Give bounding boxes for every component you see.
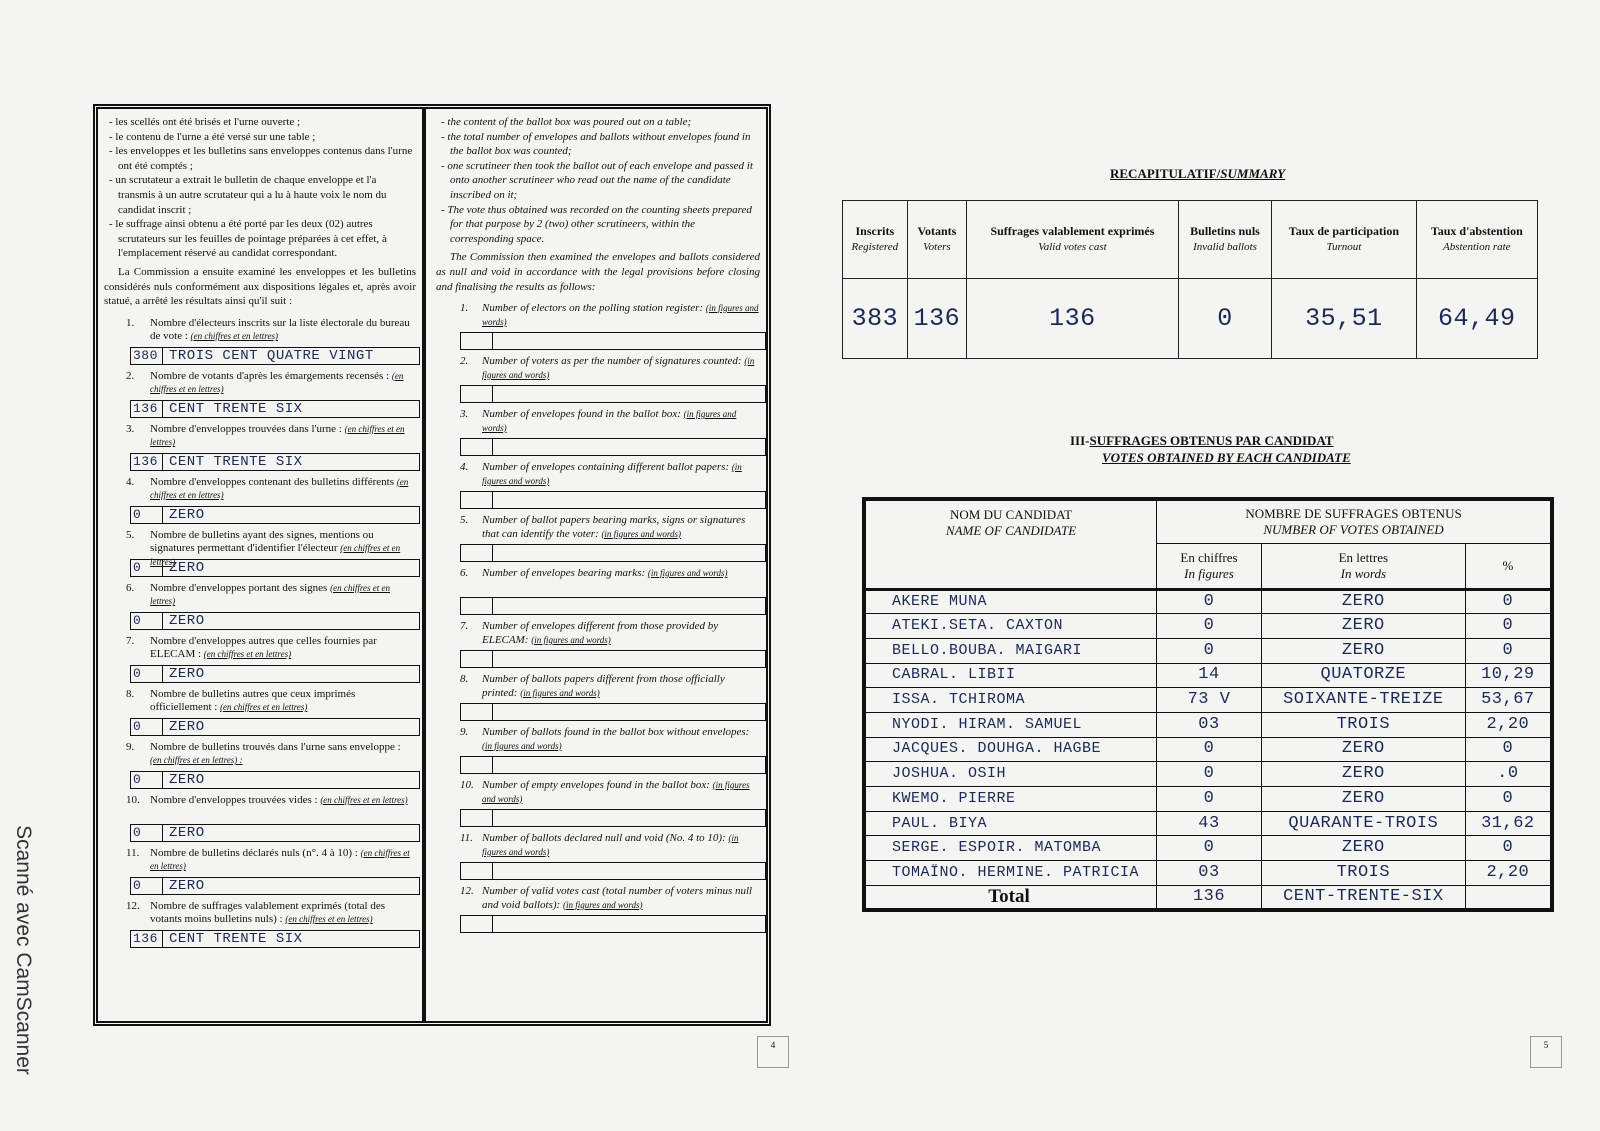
item-question-note: (en chiffres et en lettres)	[150, 582, 390, 607]
item-question-text: Nombre d'enveloppes contenant des bulletins différents	[150, 475, 395, 488]
candidate-row	[864, 787, 1552, 812]
col-percent-header: %	[1465, 543, 1552, 589]
form-item	[436, 514, 760, 567]
procedure-bullet: - one scrutineer then took the ballot out of each envelope and passed it onto another scrutineer who read out the name of the candidate inscribed on it;	[436, 159, 760, 203]
item-question-text: Number of electors on the polling station register:	[482, 302, 704, 315]
votes-section-title: III-SUFFRAGES OBTENUS PAR CANDIDAT VOTES OBTAINED BY EACH CANDIDATE	[1070, 433, 1351, 465]
summary-value: 383	[843, 279, 908, 359]
answer-words: ZERO	[169, 877, 205, 894]
answer-words: ZERO	[169, 506, 205, 523]
item-question-text: Nombre d'enveloppes portant des signes	[150, 581, 328, 594]
candidate-votes-words: ZERO	[1261, 737, 1465, 762]
answer-figure	[461, 651, 493, 667]
answer-figure	[461, 598, 493, 614]
item-question-note: (in figures and words)	[601, 528, 682, 539]
answer-box[interactable]	[130, 400, 420, 418]
candidate-votes-percent: 0	[1465, 737, 1552, 762]
candidate-votes-percent: 31,62	[1465, 811, 1552, 836]
item-question-text: Number of ballot papers bearing marks, signs or signatures that can identify the voter:	[482, 514, 746, 540]
total-words: CENT-TRENTE-SIX	[1261, 885, 1465, 910]
candidate-votes-words: TROIS	[1261, 712, 1465, 737]
candidate-votes-words: ZERO	[1261, 589, 1465, 614]
candidate-votes-percent: 0	[1465, 589, 1552, 614]
answer-words: CENT TRENTE SIX	[169, 453, 303, 470]
item-question-text: Number of ballots declared null and void (No. 4 to 10):	[482, 832, 726, 845]
item-number: 10.	[126, 793, 140, 806]
answer-words: TROIS CENT QUATRE VINGT	[169, 347, 374, 364]
item-number: 11.	[460, 832, 473, 845]
item-number: 7.	[460, 620, 469, 633]
col-words-header: En lettres In words	[1261, 543, 1465, 589]
item-question	[482, 461, 762, 488]
answer-figure: 136	[131, 454, 163, 470]
item-number: 10.	[460, 779, 474, 792]
item-question	[482, 514, 762, 541]
candidate-votes-percent: 0	[1465, 638, 1552, 663]
form-item	[436, 885, 760, 938]
answer-box[interactable]	[460, 809, 766, 827]
form-item	[104, 529, 416, 582]
item-question-note: (en chiffres et en lettres)	[150, 847, 410, 872]
candidate-votes-figure: 14	[1157, 663, 1262, 688]
summary-value: 136	[967, 279, 1179, 359]
item-number: 9.	[460, 726, 469, 739]
item-question-note: (en chiffres et en lettres)	[150, 423, 405, 448]
item-question	[150, 582, 414, 609]
answer-figure	[461, 333, 493, 349]
form-item	[104, 794, 416, 847]
item-question	[482, 673, 762, 700]
summary-value: 0	[1178, 279, 1272, 359]
fr-procedure-list	[104, 115, 416, 261]
item-number: 5.	[460, 514, 469, 527]
item-question	[482, 567, 762, 581]
candidate-votes-words: ZERO	[1261, 614, 1465, 639]
procedure-bullet: - The vote thus obtained was recorded on the counting sheets prepared for that purpose by 2 (two) other scrutineers, within the corresponding space.	[436, 203, 760, 247]
answer-box[interactable]	[460, 544, 766, 562]
total-label: Total	[864, 885, 1157, 910]
col-figures-header: En chiffres In figures	[1157, 543, 1262, 589]
candidate-votes-words: SOIXANTE-TREIZE	[1261, 688, 1465, 713]
candidate-name: TOMAÏNO. HERMINE. PATRICIA	[864, 861, 1157, 886]
item-question-text: Nombre d'enveloppes autres que celles fournies par ELECAM :	[150, 634, 377, 661]
candidate-votes-words: TROIS	[1261, 861, 1465, 886]
form-item	[436, 567, 760, 620]
procedure-bullet: - le suffrage ainsi obtenu a été porté par les deux (02) autres scrutateurs sur les feuilles de pointage préparées à cet effet, à l'emplacement réservé au candidat correspondant.	[104, 217, 416, 261]
answer-box[interactable]	[460, 385, 766, 403]
item-question-text: Nombre de votants d'après les émargements recensés :	[150, 369, 390, 382]
answer-words: ZERO	[169, 665, 205, 682]
camscanner-watermark: Scanné avec CamScanner	[12, 825, 35, 1075]
summary-header-en: Voters	[923, 241, 951, 253]
item-question-note: (in figures and words)	[482, 409, 737, 433]
candidate-votes-percent: 0	[1465, 836, 1552, 861]
answer-box[interactable]	[130, 824, 420, 842]
item-question-note: (in figures and words)	[647, 568, 728, 579]
answer-figure: 0	[131, 719, 163, 735]
answer-figure	[461, 810, 493, 826]
answer-words: ZERO	[169, 824, 205, 841]
answer-figure	[461, 863, 493, 879]
item-question-note: (en chiffres et en lettres)	[220, 702, 308, 713]
candidate-votes-figure: 03	[1157, 861, 1262, 886]
fr-items-list	[104, 317, 416, 953]
candidate-votes-figure: 73 V	[1157, 688, 1262, 713]
summary-header-fr: Bulletins nuls	[1190, 224, 1260, 238]
item-question	[150, 423, 414, 450]
item-number: 2.	[126, 369, 135, 382]
answer-box[interactable]	[130, 347, 420, 365]
candidate-votes-words: QUATORZE	[1261, 663, 1465, 688]
item-question-note: (en chiffres et en lettres)	[190, 331, 278, 342]
procedure-bullet: - les scellés ont été brisés et l'urne ouverte ;	[104, 115, 416, 130]
candidate-row	[864, 811, 1552, 836]
form-item	[104, 847, 416, 900]
candidate-name: BELLO.BOUBA. MAIGARI	[864, 638, 1157, 663]
answer-figure	[461, 757, 493, 773]
item-question	[482, 885, 762, 912]
answer-figure	[461, 492, 493, 508]
summary-header-cell	[1416, 201, 1537, 279]
item-number: 3.	[126, 422, 135, 435]
item-question-note: (in figures and words)	[482, 780, 750, 804]
item-question-text: Nombre de bulletins trouvés dans l'urne sans enveloppe :	[150, 740, 401, 753]
item-question-note: (en chiffres et en lettres)	[285, 914, 373, 925]
summary-header-fr: Taux d'abstention	[1430, 224, 1523, 238]
answer-box[interactable]	[130, 559, 420, 577]
summary-header-fr: Inscrits	[855, 224, 895, 238]
summary-header-cell	[843, 201, 908, 279]
candidate-name: JACQUES. DOUHGA. HAGBE	[864, 737, 1157, 762]
answer-box[interactable]	[460, 862, 766, 880]
form-item	[436, 620, 760, 673]
item-number: 3.	[460, 408, 469, 421]
candidate-votes-words: ZERO	[1261, 638, 1465, 663]
answer-box[interactable]	[130, 771, 420, 789]
form-item	[104, 317, 416, 370]
candidate-votes-percent: 10,29	[1465, 663, 1552, 688]
item-question	[482, 832, 762, 859]
summary-header-fr: Taux de participation	[1288, 224, 1400, 238]
item-number: 9.	[126, 740, 135, 753]
summary-header-fr: Votants	[917, 224, 957, 238]
answer-box[interactable]	[130, 718, 420, 736]
candidate-votes-figure: 03	[1157, 712, 1262, 737]
candidate-name: PAUL. BIYA	[864, 811, 1157, 836]
total-row	[864, 885, 1552, 910]
summary-header-en: Valid votes cast	[1038, 241, 1107, 253]
candidate-votes-words: ZERO	[1261, 787, 1465, 812]
item-question	[150, 317, 414, 344]
item-question-note: (en chiffres et en lettres) :	[150, 755, 243, 766]
form-item	[436, 302, 760, 355]
item-question	[482, 302, 762, 329]
item-question-note: (in figures and words)	[482, 303, 759, 327]
en-items-list	[436, 302, 760, 938]
form-item	[436, 408, 760, 461]
answer-figure	[461, 386, 493, 402]
item-question-note: (en chiffres et en lettres)	[150, 543, 401, 567]
item-question	[150, 741, 414, 768]
candidate-row	[864, 861, 1552, 886]
answer-figure	[461, 545, 493, 561]
total-percent	[1465, 885, 1552, 910]
answer-figure	[461, 916, 493, 932]
item-question-text: Number of empty envelopes found in the ballot box:	[482, 779, 710, 792]
item-number: 12.	[126, 899, 140, 912]
form-item	[104, 635, 416, 688]
answer-box[interactable]	[460, 650, 766, 668]
item-question	[150, 847, 414, 874]
col-candidate-header: NOM DU CANDIDAT NAME OF CANDIDATE	[864, 499, 1157, 589]
minutes-form-frame	[93, 104, 771, 1026]
item-question	[150, 370, 414, 397]
answer-figure: 0	[131, 507, 163, 523]
col-votes-header: NOMBRE DE SUFFRAGES OBTENUS NUMBER OF VOTES OBTAINED	[1157, 499, 1552, 543]
candidate-row	[864, 688, 1552, 713]
answer-box[interactable]	[130, 930, 420, 948]
candidate-votes-figure: 0	[1157, 836, 1262, 861]
item-number: 2.	[460, 355, 469, 368]
item-question-text: Nombre de bulletins déclarés nuls (n°. 4 à 10) :	[150, 846, 358, 859]
candidate-row	[864, 638, 1552, 663]
item-number: 11.	[126, 846, 140, 859]
summary-header-cell	[1178, 201, 1272, 279]
answer-box[interactable]	[460, 438, 766, 456]
item-question	[482, 408, 762, 435]
form-item	[436, 832, 760, 885]
answer-box[interactable]	[130, 877, 420, 895]
item-question-text: Number of ballots papers different from those officially printed:	[482, 673, 725, 699]
english-column	[430, 109, 766, 1021]
item-question-text: Nombre d'enveloppes trouvées dans l'urne :	[150, 422, 342, 435]
answer-box[interactable]	[460, 597, 766, 615]
form-item	[104, 423, 416, 476]
item-number: 1.	[126, 316, 135, 329]
procedure-bullet: - un scrutateur a extrait le bulletin de chaque enveloppe et l'a transmis à un autre scrutateur qui a lu à haute voix le nom du candidat inscrit ;	[104, 173, 416, 217]
item-question-note: (en chiffres et en lettres)	[150, 476, 409, 501]
answer-box[interactable]	[460, 756, 766, 774]
summary-value: 64,49	[1416, 279, 1537, 359]
item-number: 5.	[126, 528, 135, 541]
item-question-note: (en chiffres et en lettres)	[320, 794, 408, 805]
candidate-votes-figure: 0	[1157, 638, 1262, 663]
answer-words: CENT TRENTE SIX	[169, 400, 303, 417]
item-question	[150, 635, 414, 662]
candidate-name: KWEMO. PIERRE	[864, 787, 1157, 812]
item-question-text: Number of envelopes containing different ballot papers:	[482, 461, 730, 474]
item-question-text: Nombre de suffrages valablement exprimés (total des votants moins bulletins nuls) :	[150, 899, 385, 926]
candidate-name: AKERE MUNA	[864, 589, 1157, 614]
summary-table	[842, 200, 1538, 359]
item-question	[482, 620, 762, 647]
candidate-votes-words: ZERO	[1261, 762, 1465, 787]
en-intro-paragraph: The Commission then examined the envelopes and ballots considered as null and void in accordance with the legal provisions before closing and finalising the results as follows:	[436, 251, 760, 293]
form-item	[104, 476, 416, 529]
summary-header-cell	[907, 201, 966, 279]
summary-header-en: Invalid ballots	[1193, 241, 1257, 253]
answer-words: ZERO	[169, 559, 205, 576]
answer-figure	[461, 704, 493, 720]
procedure-bullet: - les enveloppes et les bulletins sans enveloppes contenus dans l'urne ont été comptés ;	[104, 144, 416, 173]
item-question	[150, 476, 414, 503]
item-question-text: Nombre d'électeurs inscrits sur la liste électorale du bureau de vote :	[150, 316, 410, 343]
page-number-left: 4	[757, 1036, 789, 1068]
candidate-row	[864, 614, 1552, 639]
item-question-note: (in figures and words)	[562, 899, 643, 910]
candidate-votes-figure: 0	[1157, 614, 1262, 639]
summary-header-cell	[967, 201, 1179, 279]
item-number: 7.	[126, 634, 135, 647]
summary-header-en: Registered	[851, 241, 899, 253]
summary-header-en: Turnout	[1326, 241, 1362, 253]
item-question-text: Nombre d'enveloppes trouvées vides :	[150, 793, 318, 806]
item-question	[482, 779, 762, 806]
item-number: 6.	[126, 581, 135, 594]
item-question-text: Nombre de bulletins autres que ceux imprimés officiellement :	[150, 687, 356, 714]
item-question	[150, 900, 414, 927]
candidate-name: JOSHUA. OSIH	[864, 762, 1157, 787]
answer-figure: 380	[131, 348, 163, 364]
item-number: 8.	[126, 687, 135, 700]
total-figure: 136	[1157, 885, 1262, 910]
item-question-text: Number of envelopes different from those provided by ELECAM:	[482, 620, 719, 646]
answer-figure: 136	[131, 931, 163, 947]
candidate-row	[864, 737, 1552, 762]
item-question	[150, 688, 414, 715]
item-question-text: Nombre de bulletins ayant des signes, mentions ou signatures permettant d'identifier l'électeur	[150, 528, 374, 555]
candidate-votes-figure: 0	[1157, 762, 1262, 787]
form-item	[104, 741, 416, 794]
candidate-votes-percent: 2,20	[1465, 861, 1552, 886]
item-number: 1.	[460, 302, 469, 315]
candidate-votes-percent: 2,20	[1465, 712, 1552, 737]
item-number: 4.	[126, 475, 135, 488]
candidate-row	[864, 663, 1552, 688]
item-question	[482, 726, 762, 753]
candidate-row	[864, 836, 1552, 861]
item-question-note: (in figures and words)	[482, 740, 562, 751]
candidate-votes-figure: 0	[1157, 589, 1262, 614]
answer-figure: 0	[131, 878, 163, 894]
item-number: 6.	[460, 567, 469, 580]
answer-figure	[461, 439, 493, 455]
summary-title: RECAPITULATIF/SUMMARY	[1110, 166, 1286, 181]
answer-words: ZERO	[169, 612, 205, 629]
answer-figure: 0	[131, 772, 163, 788]
answer-box[interactable]	[130, 506, 420, 524]
item-question-note: (en chiffres et en lettres)	[203, 649, 292, 660]
item-question-note: (in figures and words)	[531, 634, 611, 645]
answer-figure: 0	[131, 825, 163, 841]
procedure-bullet: - the content of the ballot box was poured out on a table;	[436, 115, 760, 130]
french-column	[98, 109, 426, 1021]
form-item	[436, 461, 760, 514]
item-question-note: (in figures and words)	[482, 462, 742, 486]
item-question-note: (in figures and words)	[482, 356, 755, 380]
candidate-votes-percent: 53,67	[1465, 688, 1552, 713]
summary-header-en: Abstention rate	[1443, 241, 1511, 253]
item-question-note: (in figures and words)	[520, 687, 600, 698]
candidate-name: CABRAL. LIBII	[864, 663, 1157, 688]
answer-words: CENT TRENTE SIX	[169, 930, 303, 947]
item-question-text: Number of envelopes found in the ballot box:	[482, 408, 681, 421]
form-item	[104, 582, 416, 635]
candidate-votes-figure: 43	[1157, 811, 1262, 836]
candidate-name: NYODI. HIRAM. SAMUEL	[864, 712, 1157, 737]
answer-figure: 136	[131, 401, 163, 417]
answer-figure: 0	[131, 613, 163, 629]
form-item	[104, 370, 416, 423]
item-question	[150, 794, 414, 808]
answer-words: ZERO	[169, 718, 205, 735]
candidate-votes-figure: 0	[1157, 737, 1262, 762]
answer-box[interactable]	[460, 491, 766, 509]
item-number: 8.	[460, 673, 469, 686]
candidate-name: ISSA. TCHIROMA	[864, 688, 1157, 713]
answer-box[interactable]	[460, 332, 766, 350]
candidate-votes-words: QUARANTE-TROIS	[1261, 811, 1465, 836]
answer-figure: 0	[131, 560, 163, 576]
answer-box[interactable]	[130, 453, 420, 471]
summary-header-fr: Suffrages valablement exprimés	[990, 224, 1155, 238]
form-item	[104, 900, 416, 953]
summary-header-cell	[1272, 201, 1416, 279]
en-procedure-list	[436, 115, 760, 246]
candidate-votes-words: ZERO	[1261, 836, 1465, 861]
candidate-votes-figure: 0	[1157, 787, 1262, 812]
candidate-row	[864, 762, 1552, 787]
procedure-bullet: - the total number of envelopes and ballots without envelopes found in the ballot box was counted;	[436, 130, 760, 159]
item-number: 12.	[460, 885, 474, 898]
fr-intro-paragraph: La Commission a ensuite examiné les enveloppes et les bulletins considérés nuls conformément aux dispositions légales et, après avoir statué, a arrêté les résultats ainsi qu'il suit :	[104, 265, 416, 308]
summary-value: 136	[907, 279, 966, 359]
item-question-text: Number of envelopes bearing marks:	[482, 567, 646, 580]
answer-figure: 0	[131, 666, 163, 682]
answer-box[interactable]	[130, 612, 420, 630]
candidate-name: SERGE. ESPOIR. MATOMBA	[864, 836, 1157, 861]
item-question-text: Number of valid votes cast (total number of voters minus null and void ballots):	[482, 885, 753, 911]
votes-table	[862, 497, 1554, 912]
form-item	[436, 726, 760, 779]
candidate-row	[864, 712, 1552, 737]
candidate-row	[864, 589, 1552, 614]
candidate-name: ATEKI.SETA. CAXTON	[864, 614, 1157, 639]
answer-box[interactable]	[130, 665, 420, 683]
form-item	[436, 355, 760, 408]
item-number: 4.	[460, 461, 469, 474]
candidate-votes-percent: .0	[1465, 762, 1552, 787]
item-question-text: Number of ballots found in the ballot box without envelopes:	[482, 726, 750, 739]
item-question-note: (en chiffres et en lettres)	[150, 370, 404, 395]
item-question	[482, 355, 762, 382]
item-question-note: (in figures and words)	[482, 833, 739, 857]
form-item	[104, 688, 416, 741]
form-item	[436, 673, 760, 726]
candidate-votes-percent: 0	[1465, 614, 1552, 639]
procedure-bullet: - le contenu de l'urne a été versé sur une table ;	[104, 130, 416, 145]
page-number-right: 5	[1530, 1036, 1562, 1068]
item-question-text: Number of voters as per the number of signatures counted:	[482, 355, 742, 368]
answer-words: ZERO	[169, 771, 205, 788]
summary-value: 35,51	[1272, 279, 1416, 359]
answer-box[interactable]	[460, 915, 766, 933]
answer-box[interactable]	[460, 703, 766, 721]
candidate-votes-percent: 0	[1465, 787, 1552, 812]
form-item	[436, 779, 760, 832]
